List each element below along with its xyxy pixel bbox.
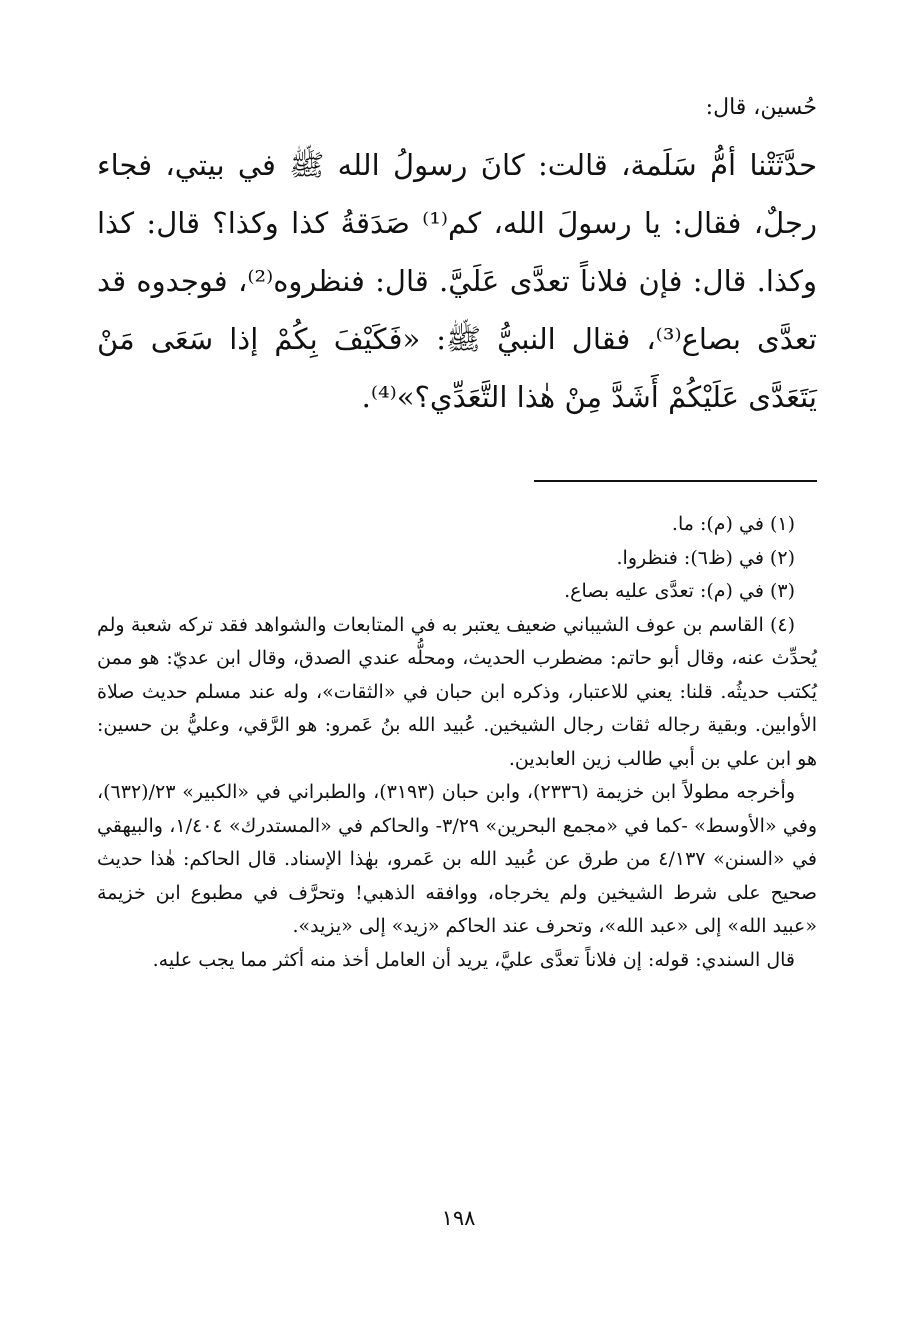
footnote-4-sindi: قال السندي: قوله: إن فلاناً تعدَّى عليَّ، يريد أن العامل أخذ منه أكثر مما يجب عليه. <box>152 948 795 971</box>
footnote-3: (٣) في (م): تعدَّى عليه بصاع. <box>564 580 795 602</box>
footnote-1: (١) في (م): ما. <box>671 513 795 535</box>
footnote-divider <box>534 480 817 482</box>
footnotes-block <box>97 508 817 977</box>
hadith-paragraph: حدَّثَتْنا أمُّ سَلَمة، قالت: كانَ رسولُ الله ﷺ في بيتي، فجاء رجلٌ، فقال: يا رسولَ الله، كم⁽¹⁾ صَدَقةُ كذا وكذا؟ قال: كذا وكذا. قال: فإن فلاناً تعدَّى عَلَيَّ. قال: فنظروه⁽²⁾، فوجدوه قد تعدَّى بصاع⁽³⁾، فقال النبيُّ ﷺ: «فَكَيْفَ بِكُمْ إذا سَعَى مَنْ يَتَعَدَّى عَلَيْكُمْ أَشَدَّ مِنْ هٰذا التَّعَدِّي؟»⁽⁴⁾. <box>97 148 817 414</box>
footnote-2: (٢) في (ظ٦): فنظروا. <box>616 546 795 569</box>
intro-line: حُسين، قال: <box>705 95 817 120</box>
footnote-4: (٤) القاسم بن عوف الشيباني ضعيف يعتبر به في المتابعات والشواهد فقد تركه شعبة ولم يُحدِّث عنه، وقال أبو حاتم: مضطرب الحديث، ومحلُّه عندي الصدق، وقال ابن عديّ: هو ممن يُكتب حديثُه. قلنا: يعني للاعتبار، وذكره ابن حبان في «الثقات»، وله عند مسلم حديث صلاة الأوابين. وبقية رجاله ثقات رجال الشيخين. عُبيد الله بنُ عَمرو: هو الرَّقي، وعليُّ بن حسين: هو ابن علي بن أبي طالب زين العابدين. <box>97 613 817 770</box>
main-text-block <box>97 88 817 426</box>
footnote-4-takhrij: وأخرجه مطولاً ابن خزيمة (٢٣٣٦)، وابن حبان (٣١٩٣)، والطبراني في «الكبير» ٢٣/(٦٣٢)، وفي «الأوسط» -كما في «مجمع البحرين» ٣/٢٩- والحاكم في «المستدرك» ١/٤٠٤، والبيهقي في «السنن» ٤/١٣٧ من طرق عن عُبيد الله بن عَمرو، بهٰذا الإسناد. قال الحاكم: هٰذا حديث صحيح على شرط الشيخين ولم يخرجاه، ووافقه الذهبي! وتحرَّف في مطبوع ابن خزيمة «عبيد الله» إلى «عبد الله»، وتحرف عند الحاكم «زيد» إلى «يزيد». <box>97 781 818 937</box>
page-number: ١٩٨ <box>441 1206 476 1230</box>
